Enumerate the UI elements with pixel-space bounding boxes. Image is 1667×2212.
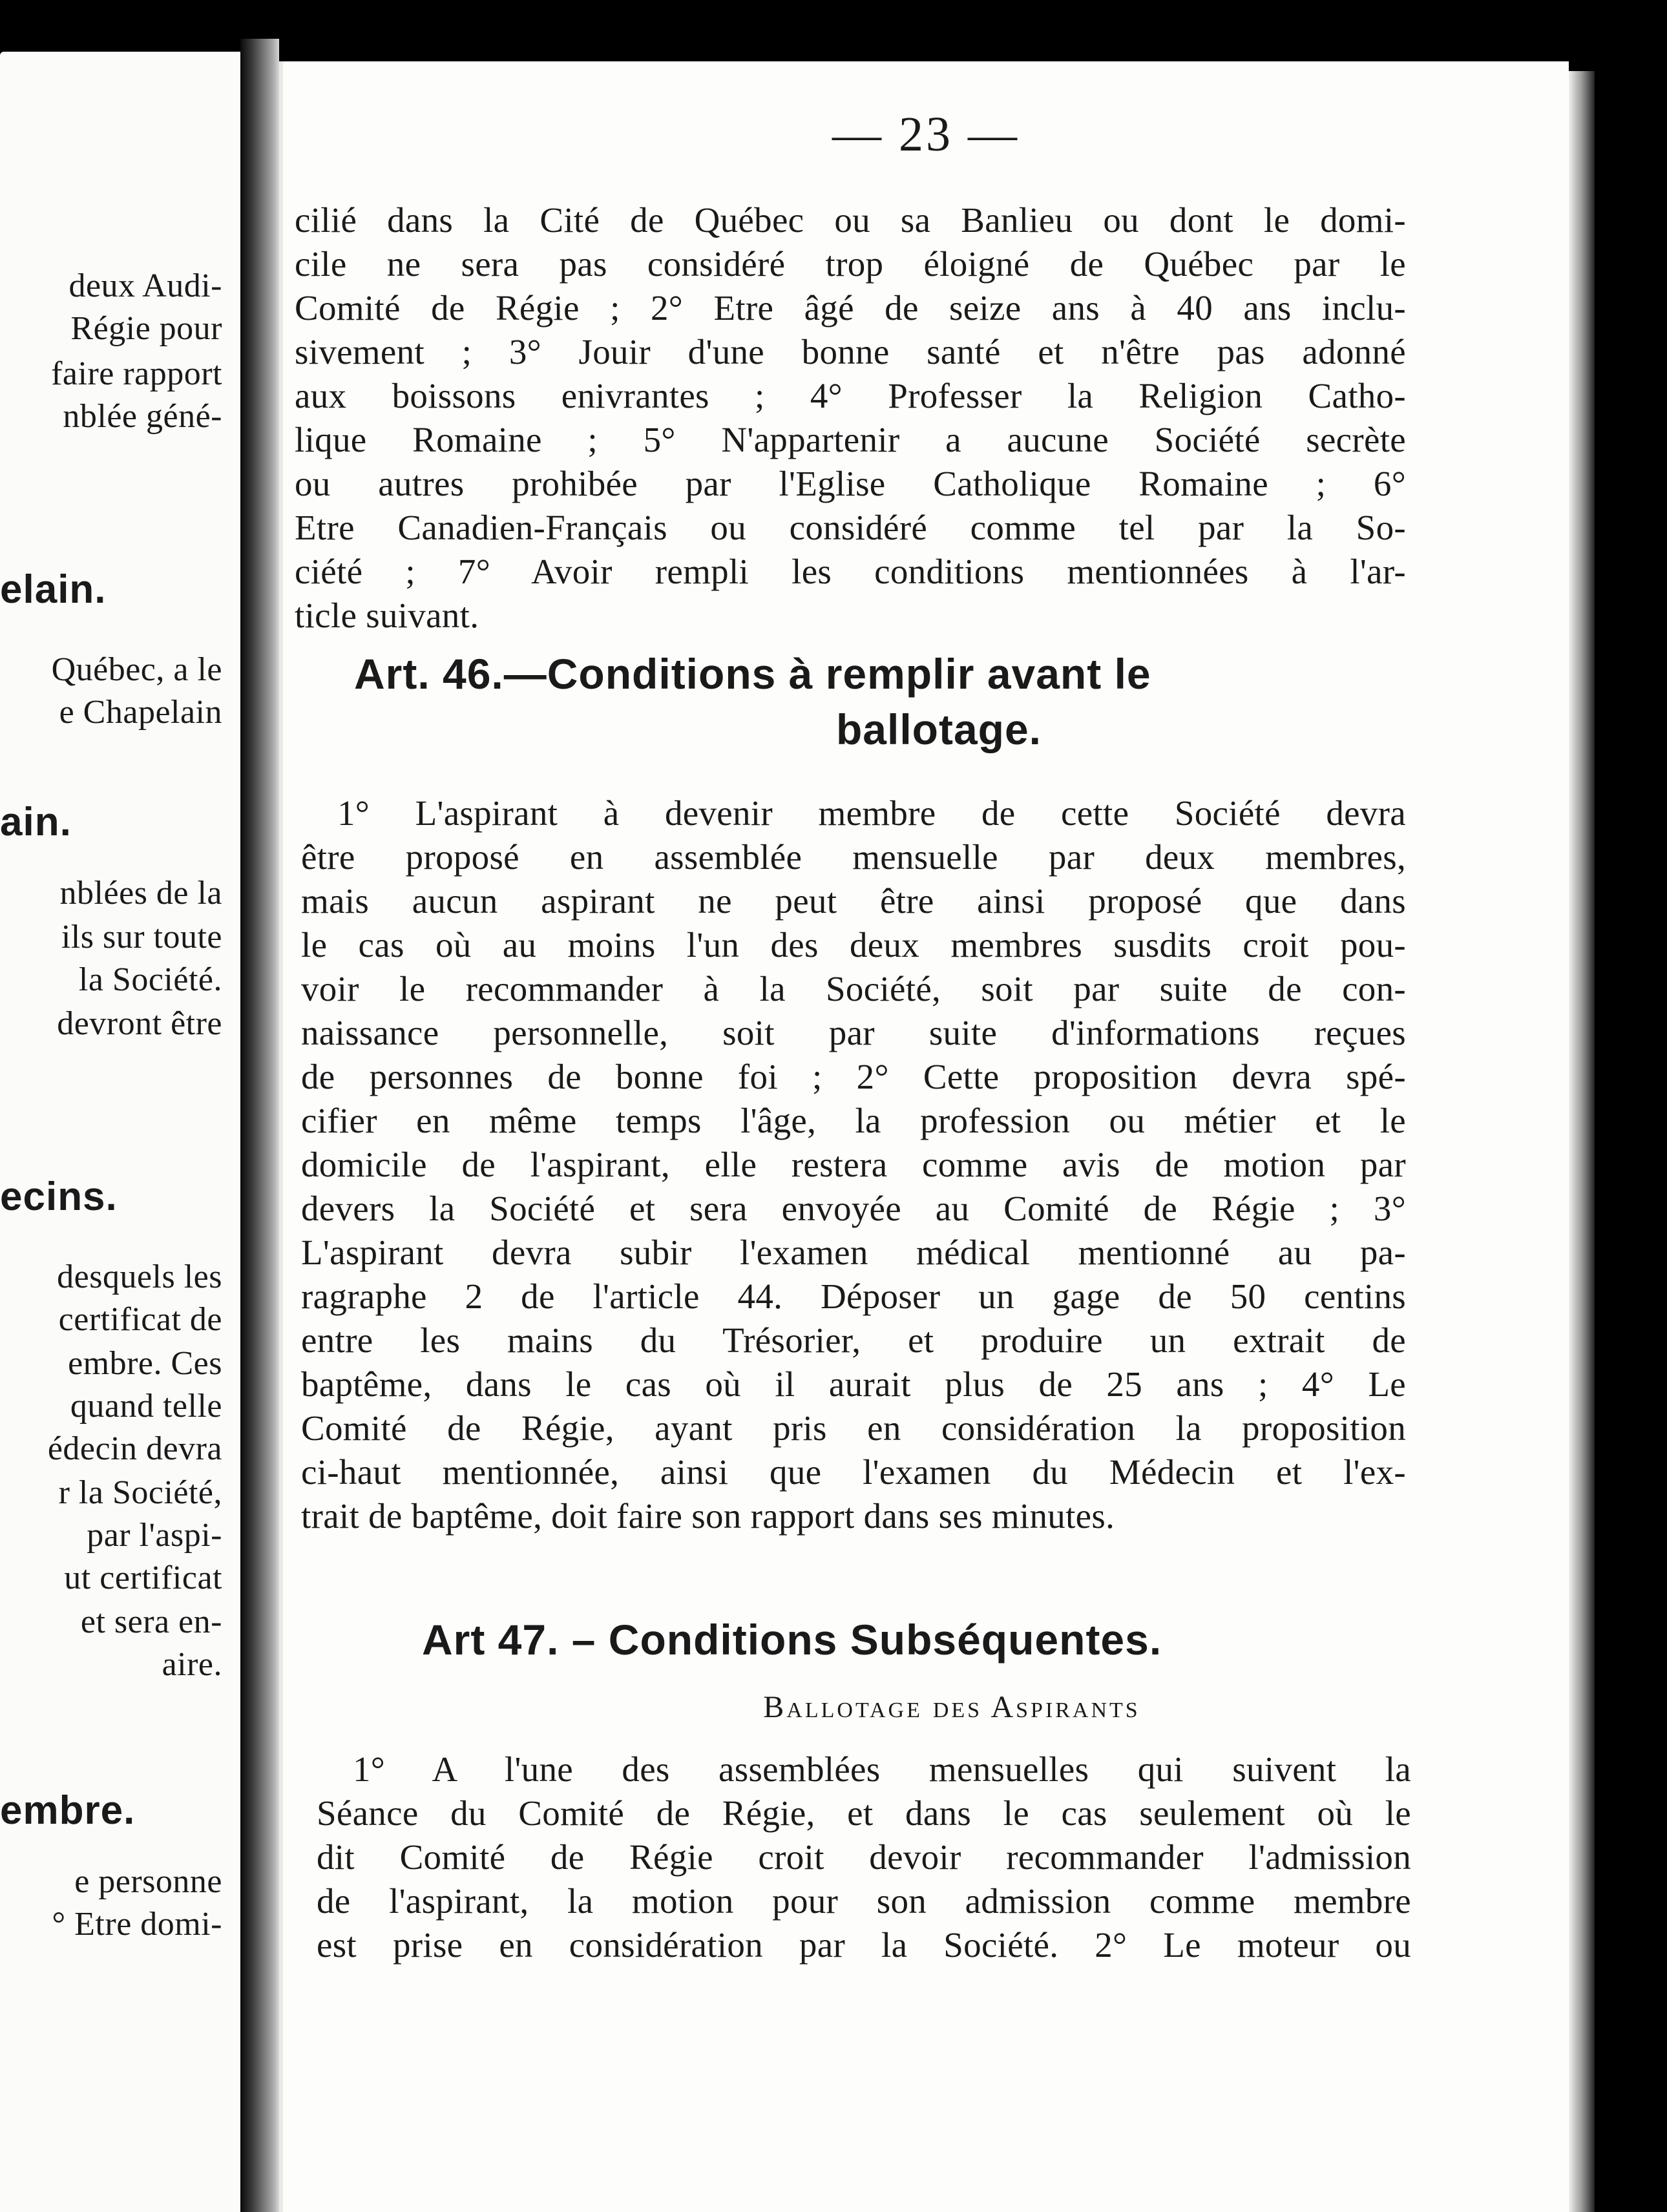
page-edge — [1569, 71, 1595, 2212]
left-page-line: devront être — [57, 1005, 222, 1042]
left-page-line: la Société. — [78, 961, 222, 998]
text-line: ci-haut mentionnée, ainsi que l'examen du Médecin et l'ex- — [301, 1452, 1406, 1492]
text-line: baptême, dans le cas où il aurait plus de 25 ans ; 4° Le — [301, 1364, 1406, 1404]
text-line: cilié dans la Cité de Québec ou sa Banlieu ou dont le domi- — [295, 200, 1406, 240]
text-line: entre les mains du Trésorier, et produire un extrait de — [301, 1320, 1406, 1360]
heading-line: Art 47. – Conditions Subséquentes. — [422, 1616, 1162, 1664]
left-page-line: desquels les — [57, 1258, 222, 1295]
page-number: — 23 — — [832, 107, 1020, 162]
left-page-line: nblées de la — [59, 875, 222, 912]
article-46-text — [301, 791, 1406, 1538]
text-line: ragraphe 2 de l'article 44. Déposer un gage de 50 centins — [301, 1277, 1406, 1316]
left-page-fragment — [0, 52, 240, 2212]
text-line: lique Romaine ; 5° N'appartenir a aucune Société secrète — [295, 420, 1406, 459]
left-page-line: ° Etre domi- — [52, 1906, 222, 1943]
left-page-heading: ecins. — [0, 1174, 118, 1219]
text-line: mais aucun aspirant ne peut être ainsi proposé que dans — [301, 881, 1406, 921]
text-line: L'aspirant devra subir l'examen médical mentionné au pa- — [301, 1233, 1406, 1272]
left-page-line: nblée géné- — [63, 398, 222, 435]
left-page-line: par l'aspi- — [87, 1517, 222, 1554]
article-47-subheading: Ballotage des Aspirants — [763, 1690, 1140, 1724]
text-line: Comité de Régie, ayant pris en considération la proposition — [301, 1408, 1406, 1448]
left-page-line: e personne — [74, 1863, 222, 1900]
right-page — [283, 61, 1569, 2212]
article-47-heading — [283, 1612, 1569, 1667]
left-page-line: e Chapelain — [59, 694, 222, 731]
left-page-line: Québec, a le — [51, 651, 222, 688]
text-line: 1° L'aspirant à devenir membre de cette Société devra — [337, 793, 1406, 833]
left-page-line: quand telle — [70, 1388, 222, 1424]
text-line: devers la Société et sera envoyée au Comité de Régie ; 3° — [301, 1189, 1406, 1228]
text-line: ciété ; 7° Avoir rempli les conditions mentionnées à l'ar- — [295, 552, 1406, 591]
left-page-heading: embre. — [0, 1788, 136, 1833]
left-page-line: édecin devra — [47, 1430, 222, 1467]
article-46-heading — [283, 646, 1569, 757]
text-line: dit Comité de Régie croit devoir recommander l'admission — [317, 1837, 1411, 1877]
text-line: Séance du Comité de Régie, et dans le cas seulement où le — [317, 1793, 1411, 1833]
text-line: Comité de Régie ; 2° Etre âgé de seize ans à 40 ans inclu- — [295, 288, 1406, 328]
text-line: être proposé en assemblée mensuelle par deux membres, — [301, 837, 1406, 877]
left-page-line: ils sur toute — [61, 919, 222, 955]
heading-line: Art. 46.—Conditions à remplir avant le — [354, 650, 1151, 698]
text-line: voir le recommander à la Société, soit par suite de con- — [301, 969, 1406, 1008]
left-page-line: embre. Ces — [68, 1345, 222, 1382]
text-line: sivement ; 3° Jouir d'une bonne santé et n'être pas adonné — [295, 332, 1406, 371]
text-line: de personnes de bonne foi ; 2° Cette proposition devra spé- — [301, 1057, 1406, 1096]
left-page-line: ut certificat — [64, 1560, 222, 1596]
book-gutter — [240, 39, 279, 2212]
left-page-line: r la Société, — [58, 1474, 222, 1511]
article-47-text — [317, 1748, 1411, 1967]
paragraph-continued — [295, 198, 1406, 638]
text-line: ou autres prohibée par l'Eglise Catholique Romaine ; 6° — [295, 464, 1406, 503]
text-line: de l'aspirant, la motion pour son admission comme membre — [317, 1881, 1411, 1921]
text-line: cifier en même temps l'âge, la profession ou métier et le — [301, 1101, 1406, 1140]
text-line: le cas où au moins l'un des deux membres susdits croit pou- — [301, 925, 1406, 965]
text-line: Etre Canadien-Français ou considéré comme tel par la So- — [295, 508, 1406, 547]
left-page-line: certificat de — [58, 1301, 222, 1338]
left-page-line: aire. — [162, 1646, 222, 1683]
text-line: 1° A l'une des assemblées mensuelles qui suivent la — [353, 1749, 1411, 1789]
text-line: est prise en considération par la Société. 2° Le moteur ou — [317, 1925, 1411, 1965]
left-page-line: deux Audi- — [68, 267, 222, 304]
text-line: cile ne sera pas considéré trop éloigné de Québec par le — [295, 244, 1406, 284]
left-page-line: faire rapport — [51, 355, 222, 392]
text-line: trait de baptême, doit faire son rapport dans ses minutes. — [301, 1496, 1115, 1536]
left-page-heading: ain. — [0, 800, 72, 844]
text-line: domicile de l'aspirant, elle restera comme avis de motion par — [301, 1145, 1406, 1184]
text-line: aux boissons enivrantes ; 4° Professer la Religion Catho- — [295, 376, 1406, 415]
left-page-line: et sera en- — [80, 1603, 222, 1640]
left-page-heading: elain. — [0, 567, 107, 612]
heading-line: ballotage. — [835, 705, 1042, 753]
left-page-line: Régie pour — [70, 310, 222, 347]
text-line: ticle suivant. — [295, 596, 479, 635]
text-line: naissance personnelle, soit par suite d'informations reçues — [301, 1013, 1406, 1052]
